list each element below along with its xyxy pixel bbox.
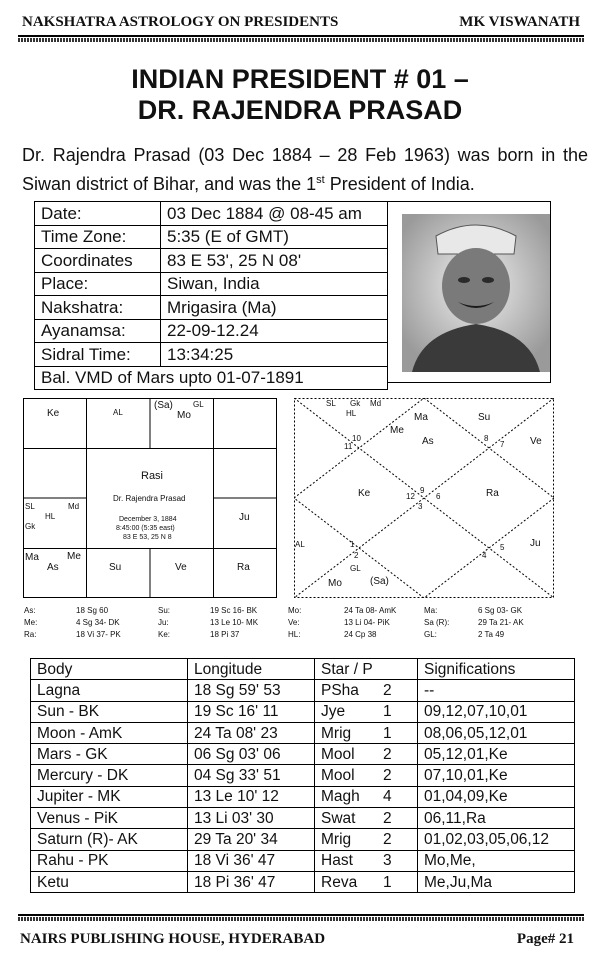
significations-cell: 08,06,05,12,01: [418, 722, 575, 743]
nav-ju: Ju: [530, 538, 541, 549]
birth-detail-value: 5:35 (E of GMT): [161, 225, 388, 249]
pada-cell: 2: [377, 808, 418, 829]
body-cell: Moon - AmK: [31, 722, 188, 743]
table-row: [31, 680, 575, 701]
star-cell: Mool: [315, 765, 378, 786]
rasi-ma: Ma: [25, 552, 39, 563]
star-cell: Reva: [315, 871, 378, 892]
birth-detail-label: Date:: [35, 202, 161, 226]
pada-cell: 2: [377, 765, 418, 786]
longitude-cell: 04 Sg 33' 51: [188, 765, 315, 786]
table-row: [31, 808, 575, 829]
position-value: 29 Ta 21- AK: [478, 618, 524, 627]
position-label: Su:: [158, 606, 171, 615]
header-rule: [18, 35, 584, 37]
body-cell: Mars - GK: [31, 744, 188, 765]
birth-detail-row: [35, 249, 388, 273]
birth-detail-row: [35, 202, 388, 226]
nav-gk: Gk: [350, 399, 361, 408]
rasi-sa: (Sa): [154, 400, 173, 411]
pada-cell: 2: [377, 744, 418, 765]
pada-cell: 1: [377, 871, 418, 892]
nav-gl: GL: [350, 564, 361, 573]
intro-text-end: President of India.: [324, 174, 475, 194]
position-label: Mo:: [288, 606, 302, 615]
birth-detail-value: 13:34:25: [161, 343, 388, 367]
longitude-cell: 19 Sc 16' 11: [188, 701, 315, 722]
birth-detail-value: 83 E 53', 25 N 08': [161, 249, 388, 273]
rasi-gk: Gk: [25, 522, 36, 531]
position-value: 18 Vi 37- PK: [76, 630, 121, 639]
table-row: [31, 722, 575, 743]
column-header: Star / P: [315, 659, 418, 680]
star-cell: Mrig: [315, 829, 378, 850]
body-cell: Rahu - PK: [31, 850, 188, 871]
significations-cell: 01,02,03,05,06,12: [418, 829, 575, 850]
position-label: HL:: [288, 630, 301, 639]
pada-cell: 1: [377, 701, 418, 722]
birth-detail-row: [35, 319, 388, 343]
birth-detail-label: Coordinates: [35, 249, 161, 273]
rasi-gl: GL: [193, 400, 204, 409]
nav-ve: Ve: [530, 436, 542, 447]
table-header-row: [31, 659, 575, 680]
rasi-sl: SL: [25, 502, 35, 511]
significations-cell: 01,04,09,Ke: [418, 786, 575, 807]
position-value: 6 Sg 03- GK: [478, 606, 523, 615]
rasi-chart: [23, 398, 277, 598]
body-cell: Jupiter - MK: [31, 786, 188, 807]
position-value: 18 Sg 60: [76, 606, 109, 615]
rasi-as: As: [47, 562, 59, 573]
birth-detail-row: [35, 343, 388, 367]
position-label: Me:: [24, 618, 38, 627]
bal-vmd-row: [35, 366, 388, 390]
position-value: 13 Li 04- PiK: [344, 618, 390, 627]
significations-cell: 09,12,07,10,01: [418, 701, 575, 722]
significations-cell: --: [418, 680, 575, 701]
rasi-md: Md: [68, 502, 80, 511]
significations-cell: 07,10,01,Ke: [418, 765, 575, 786]
birth-detail-label: Place:: [35, 272, 161, 296]
position-value: 24 Cp 38: [344, 630, 377, 639]
longitude-cell: 24 Ta 08' 23: [188, 722, 315, 743]
longitude-cell: 29 Ta 20' 34: [188, 829, 315, 850]
nav-ma: Ma: [414, 412, 428, 423]
bal-vmd: Bal. VMD of Mars upto 01-07-1891: [35, 366, 388, 390]
nav-house-8: 8: [484, 434, 489, 443]
column-header: Body: [31, 659, 188, 680]
intro-text: Dr. Rajendra Prasad (03 Dec 1884 – 28 Feb 1963) was born in the Siwan district of Bihar, and was the 1: [22, 145, 588, 194]
pada-cell: 3: [377, 850, 418, 871]
birth-details-table: [34, 201, 388, 390]
rasi-ke: Ke: [47, 408, 60, 419]
rasi-ve: Ve: [175, 562, 187, 573]
position-label: Ma:: [424, 606, 438, 615]
footer-rule-pattern: [18, 917, 584, 921]
pada-cell: 1: [377, 722, 418, 743]
nav-house-4: 4: [482, 551, 487, 560]
rasi-title: Rasi: [141, 470, 164, 482]
nav-mo: Mo: [328, 578, 342, 589]
nav-as: As: [422, 436, 434, 447]
president-portrait: [402, 214, 550, 372]
position-label: As:: [24, 606, 36, 615]
nav-house-7: 7: [500, 440, 505, 449]
position-value: 2 Ta 49: [478, 630, 505, 639]
position-value: 24 Ta 08- AmK: [344, 606, 397, 615]
planet-positions-grid: [24, 606, 584, 642]
position-label: GL:: [424, 630, 437, 639]
body-cell: Mercury - DK: [31, 765, 188, 786]
nav-house-9: 9: [420, 486, 425, 495]
significations-cell: Mo,Me,: [418, 850, 575, 871]
rasi-birth-time: 8:45:00 (5:35 east): [116, 525, 175, 532]
nav-hl: HL: [346, 409, 357, 418]
rasi-birth-coords: 83 E 53, 25 N 8: [123, 534, 172, 541]
birth-detail-row: [35, 296, 388, 320]
rasi-native-name: Dr. Rajendra Prasad: [113, 494, 186, 503]
birth-detail-row: [35, 272, 388, 296]
position-label: Ra:: [24, 630, 37, 639]
nav-house-6: 6: [436, 492, 441, 501]
page-title-line1: INDIAN PRESIDENT # 01 –: [131, 64, 469, 94]
position-label: Ve:: [288, 618, 300, 627]
rasi-al: AL: [113, 408, 123, 417]
star-cell: Swat: [315, 808, 378, 829]
position-label: Ke:: [158, 630, 171, 639]
birth-detail-label: Nakshatra:: [35, 296, 161, 320]
page-title-line2: DR. RAJENDRA PRASAD: [137, 95, 463, 125]
body-cell: Lagna: [31, 680, 188, 701]
nav-house-10: 10: [352, 434, 361, 443]
birth-detail-value: 03 Dec 1884 @ 08-45 am: [161, 202, 388, 226]
intro-paragraph: [22, 143, 588, 197]
publisher-footer: NAIRS PUBLISHING HOUSE, HYDERABAD: [20, 931, 326, 947]
pada-cell: 4: [377, 786, 418, 807]
nav-house-2: 2: [354, 551, 359, 560]
position-value: 18 Pi 37: [210, 630, 240, 639]
rasi-mo: Mo: [177, 410, 191, 421]
star-cell: Magh: [315, 786, 378, 807]
star-cell: PSha: [315, 680, 378, 701]
significations-cell: 06,11,Ra: [418, 808, 575, 829]
star-cell: Mool: [315, 744, 378, 765]
rasi-su: Su: [109, 562, 122, 573]
nav-sl: SL: [326, 399, 336, 408]
running-header-left: NAKSHATRA ASTROLOGY ON PRESIDENTS: [22, 14, 339, 30]
nav-al: AL: [295, 540, 305, 549]
position-value: 19 Sc 16- BK: [210, 606, 258, 615]
birth-detail-value: Mrigasira (Ma): [161, 296, 388, 320]
table-row: [31, 765, 575, 786]
nav-ra: Ra: [486, 488, 499, 499]
longitude-cell: 06 Sg 03' 06: [188, 744, 315, 765]
birth-detail-label: Ayanamsa:: [35, 319, 161, 343]
nav-md: Md: [370, 399, 382, 408]
navamsa-chart: [294, 398, 554, 598]
longitude-cell: 18 Vi 36' 47: [188, 850, 315, 871]
significations-cell: Me,Ju,Ma: [418, 871, 575, 892]
body-cell: Sun - BK: [31, 701, 188, 722]
star-cell: Hast: [315, 850, 378, 871]
star-cell: Jye: [315, 701, 378, 722]
rasi-ra: Ra: [237, 562, 250, 573]
longitude-cell: 18 Pi 36' 47: [188, 871, 315, 892]
page-number: Page# 21: [516, 931, 574, 947]
nav-su: Su: [478, 412, 491, 423]
nav-ke: Ke: [358, 488, 371, 499]
table-row: [31, 701, 575, 722]
longitude-cell: 13 Le 10' 12: [188, 786, 315, 807]
nav-house-3: 3: [418, 502, 423, 511]
rasi-me: Me: [67, 551, 81, 562]
table-row: [31, 871, 575, 892]
header-rule-pattern: [18, 38, 584, 42]
running-header-right: MK VISWANATH: [459, 14, 580, 30]
rasi-birth-date: December 3, 1884: [119, 516, 177, 523]
intro-superscript: st: [316, 174, 325, 186]
star-cell: Mrig: [315, 722, 378, 743]
body-cell: Ketu: [31, 871, 188, 892]
column-header: Significations: [418, 659, 575, 680]
planet-significations-table: [30, 658, 575, 893]
nav-house-1: 1: [350, 540, 355, 549]
table-row: [31, 786, 575, 807]
birth-detail-value: 22-09-12.24: [161, 319, 388, 343]
navamsa-grid: [294, 398, 554, 598]
position-value: 13 Le 10- MK: [210, 618, 259, 627]
birth-detail-label: Time Zone:: [35, 225, 161, 249]
photo-frame: [388, 201, 551, 383]
rasi-ju: Ju: [239, 512, 250, 523]
body-cell: Venus - PiK: [31, 808, 188, 829]
table-row: [31, 850, 575, 871]
longitude-cell: 18 Sg 59' 53: [188, 680, 315, 701]
table-row: [31, 829, 575, 850]
birth-detail-value: Siwan, India: [161, 272, 388, 296]
nav-house-5: 5: [500, 543, 505, 552]
nav-me: Me: [390, 425, 404, 436]
significations-cell: 05,12,01,Ke: [418, 744, 575, 765]
birth-detail-row: [35, 225, 388, 249]
nav-house-12: 12: [406, 492, 415, 501]
rasi-hl: HL: [45, 512, 56, 521]
body-cell: Saturn (R)- AK: [31, 829, 188, 850]
footer-rule: [18, 914, 584, 916]
birth-detail-label: Sidral Time:: [35, 343, 161, 367]
nav-sa: (Sa): [370, 576, 389, 587]
nav-house-11: 11: [344, 442, 353, 451]
longitude-cell: 13 Li 03' 30: [188, 808, 315, 829]
position-value: 4 Sg 34- DK: [76, 618, 120, 627]
pada-cell: 2: [377, 829, 418, 850]
position-label: Sa (R):: [424, 618, 450, 627]
column-header: Longitude: [188, 659, 315, 680]
pada-cell: 2: [377, 680, 418, 701]
position-label: Ju:: [158, 618, 169, 627]
table-row: [31, 744, 575, 765]
